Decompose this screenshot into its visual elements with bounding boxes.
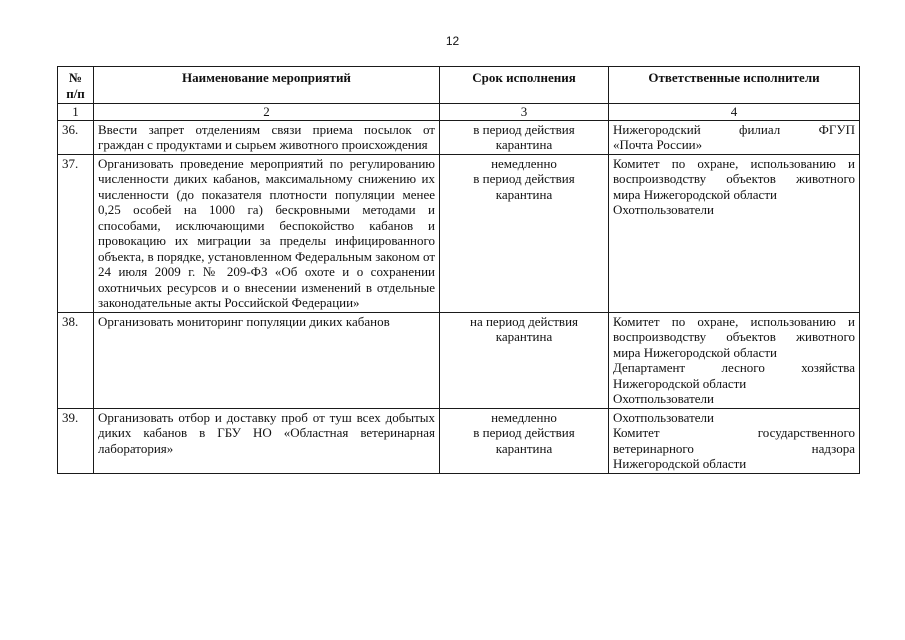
responsible-line: «Почта России» [613, 137, 703, 152]
responsible-line: Нижегородский филиал ФГУП [613, 121, 855, 137]
term-line: карантина [495, 186, 553, 202]
column-number: 3 [440, 104, 609, 121]
term-line: карантина [495, 137, 553, 152]
column-number: 1 [58, 104, 94, 121]
responsible-line: Комитет по охране, использованию и [613, 313, 855, 329]
measure-name: Организовать проведение мероприятий по регулированию численности диких кабанов, максимальному снижению их численности (до показателя плотности популяции менее 0,25 особей на 1000 га) бескровными методами и способами, исключающими беспокойство кабанов и провокацию их миграции за пределы инфицированного объекта, в порядке, установленном Федеральным законом от 24 июля 2009 г. № 209-ФЗ «Об охоте и о сохранении охотничьих ресурсов и о внесении изменений в отдельные законодательные акты Российской Федерации» [94, 154, 440, 312]
responsible-line: мира Нижегородской области [613, 344, 777, 360]
responsible-line: Охотпользователи [613, 409, 714, 425]
execution-term [440, 408, 609, 473]
responsible-line: мира Нижегородской области [613, 186, 777, 202]
table-row [58, 312, 860, 408]
responsible-executors [609, 154, 860, 312]
responsible-line: Охотпользователи [613, 202, 714, 217]
execution-term [440, 312, 609, 408]
responsible-line: Комитет по охране, использованию и [613, 155, 855, 171]
responsible-executors [609, 120, 860, 154]
row-number: 37. [58, 154, 94, 312]
execution-term [440, 154, 609, 312]
header-term: Срок исполнения [440, 67, 609, 104]
term-line: немедленно [491, 409, 557, 425]
execution-term [440, 120, 609, 154]
term-line: немедленно [491, 155, 557, 171]
responsible-line: Комитет государственного [613, 425, 855, 440]
header-responsible: Ответственные исполнители [609, 67, 860, 104]
responsible-line: ветеринарного надзора [613, 440, 855, 456]
term-line: в период действия [473, 121, 575, 137]
header-name: Наименование мероприятий [94, 67, 440, 104]
row-number: 38. [58, 312, 94, 408]
measures-table [57, 66, 860, 474]
measure-name: Организовать отбор и доставку проб от туш всех добытых диких кабанов в ГБУ НО «Областная ветеринарная лаборатория» [94, 408, 440, 473]
column-number-row [58, 104, 860, 121]
header-num-line: № [68, 70, 83, 85]
measure-name: Ввести запрет отделениям связи приема посылок от граждан с продуктами и сырьем животного происхождения [94, 120, 440, 154]
table-header-row [58, 67, 860, 104]
header-num [58, 67, 94, 104]
responsible-line: воспроизводству объектов животного [613, 171, 855, 186]
responsible-line: воспроизводству объектов животного [613, 329, 855, 344]
term-line: на период действия [469, 313, 579, 329]
term-line: в период действия [473, 171, 575, 186]
responsible-line: Нижегородской области [613, 456, 747, 471]
term-line: карантина [495, 329, 553, 344]
term-line: в период действия [473, 425, 575, 440]
responsible-executors [609, 408, 860, 473]
responsible-line: Охотпользователи [613, 391, 714, 406]
term-line: карантина [495, 440, 553, 456]
table-row [58, 408, 860, 473]
table-body [58, 104, 860, 474]
column-number: 4 [609, 104, 860, 121]
measure-name: Организовать мониторинг популяции диких кабанов [94, 312, 440, 408]
table-row [58, 120, 860, 154]
row-number: 36. [58, 120, 94, 154]
table-row [58, 154, 860, 312]
responsible-line: Нижегородской области [613, 375, 747, 391]
column-number: 2 [94, 104, 440, 121]
header-num-line: п/п [66, 85, 85, 101]
responsible-executors [609, 312, 860, 408]
row-number: 39. [58, 408, 94, 473]
responsible-line: Департамент лесного хозяйства [613, 360, 855, 375]
page-number: 12 [445, 34, 460, 48]
